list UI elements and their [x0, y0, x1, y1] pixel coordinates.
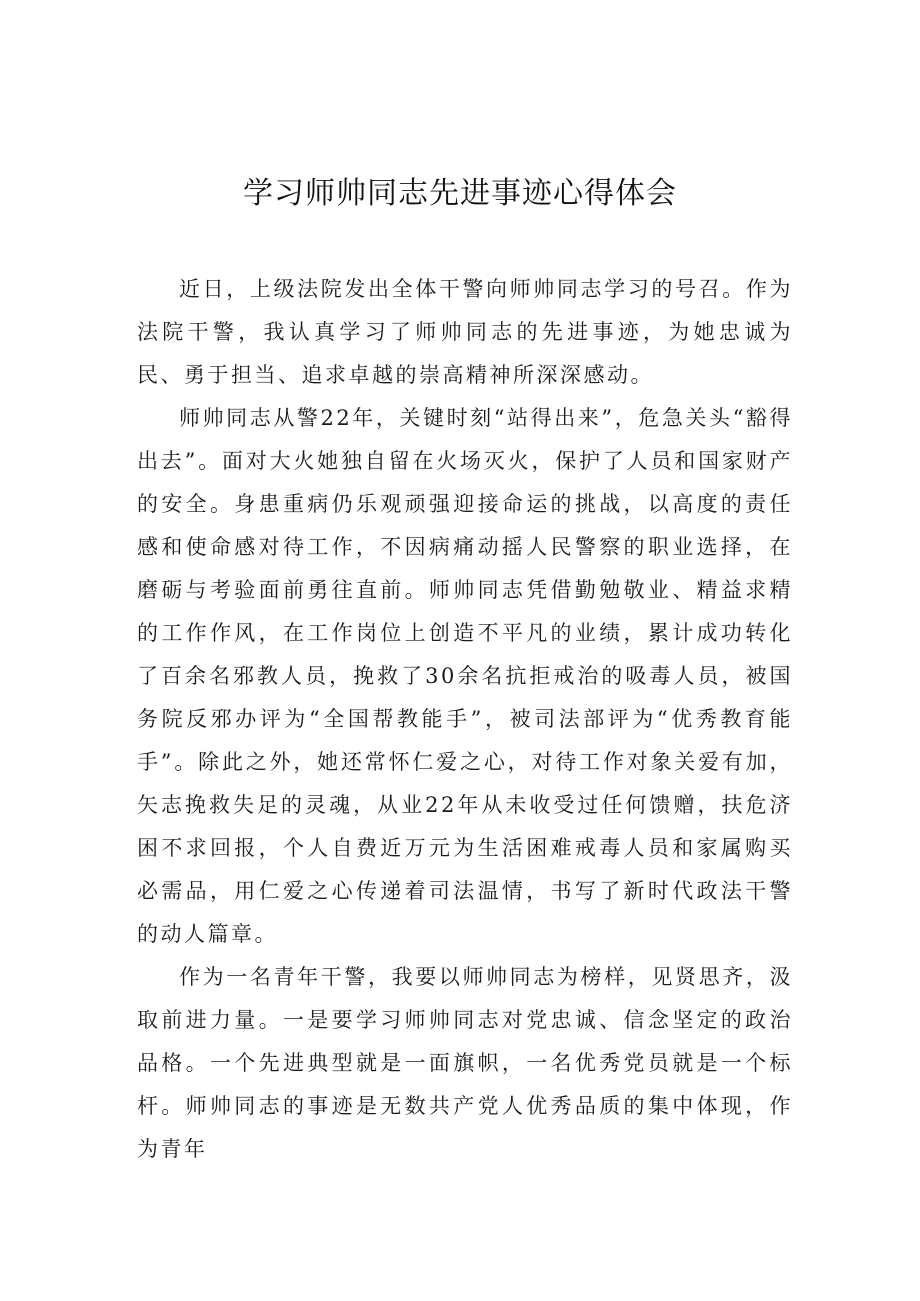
paragraph-2: 师帅同志从警22年，关键时刻“站得出来”，危急关头“豁得出去”。面对大火她独自留在火场灭火，保护了人员和国家财产的安全。身患重病仍乐观顽强迎接命运的挑战，以高度的责任感和使命感对待工作，不因病痛动摇人民警察的职业选择，在磨砺与考验面前勇往直前。师帅同志凭借勤勉敬业、精益求精的工作作风，在工作岗位上创造不平凡的业绩，累计成功转化了百余名邪教人员，挽救了30余名抗拒戒治的吸毒人员，被国务院反邪办评为“全国帮教能手”，被司法部评为“优秀教育能手”。除此之外，她还常怀仁爱之心，对待工作对象关爱有加，矢志挽救失足的灵魂，从业22年从未收受过任何馈赠，扶危济困不求回报，个人自费近万元为生活困难戒毒人员和家属购买必需品，用仁爱之心传递着司法温情，书写了新时代政法干警的动人篇章。 [137, 406, 793, 946]
document-title: 学习师帅同志先进事迹心得体会 [243, 176, 677, 211]
document-body [137, 268, 793, 1171]
paragraph-3: 作为一名青年干警，我要以师帅同志为榜样，见贤思齐，汲取前进力量。一是要学习师帅同志对党忠诚、信念坚定的政治品格。一个先进典型就是一面旗帜，一名优秀党员就是一个标杆。师帅同志的事迹是无数共产党人优秀品质的集中体现，作为青年 [137, 965, 793, 1161]
paragraph-1: 近日，上级法院发出全体干警向师帅同志学习的号召。作为法院干警，我认真学习了师帅同志的先进事迹，为她忠诚为民、勇于担当、追求卓越的崇高精神所深深感动。 [137, 277, 793, 387]
